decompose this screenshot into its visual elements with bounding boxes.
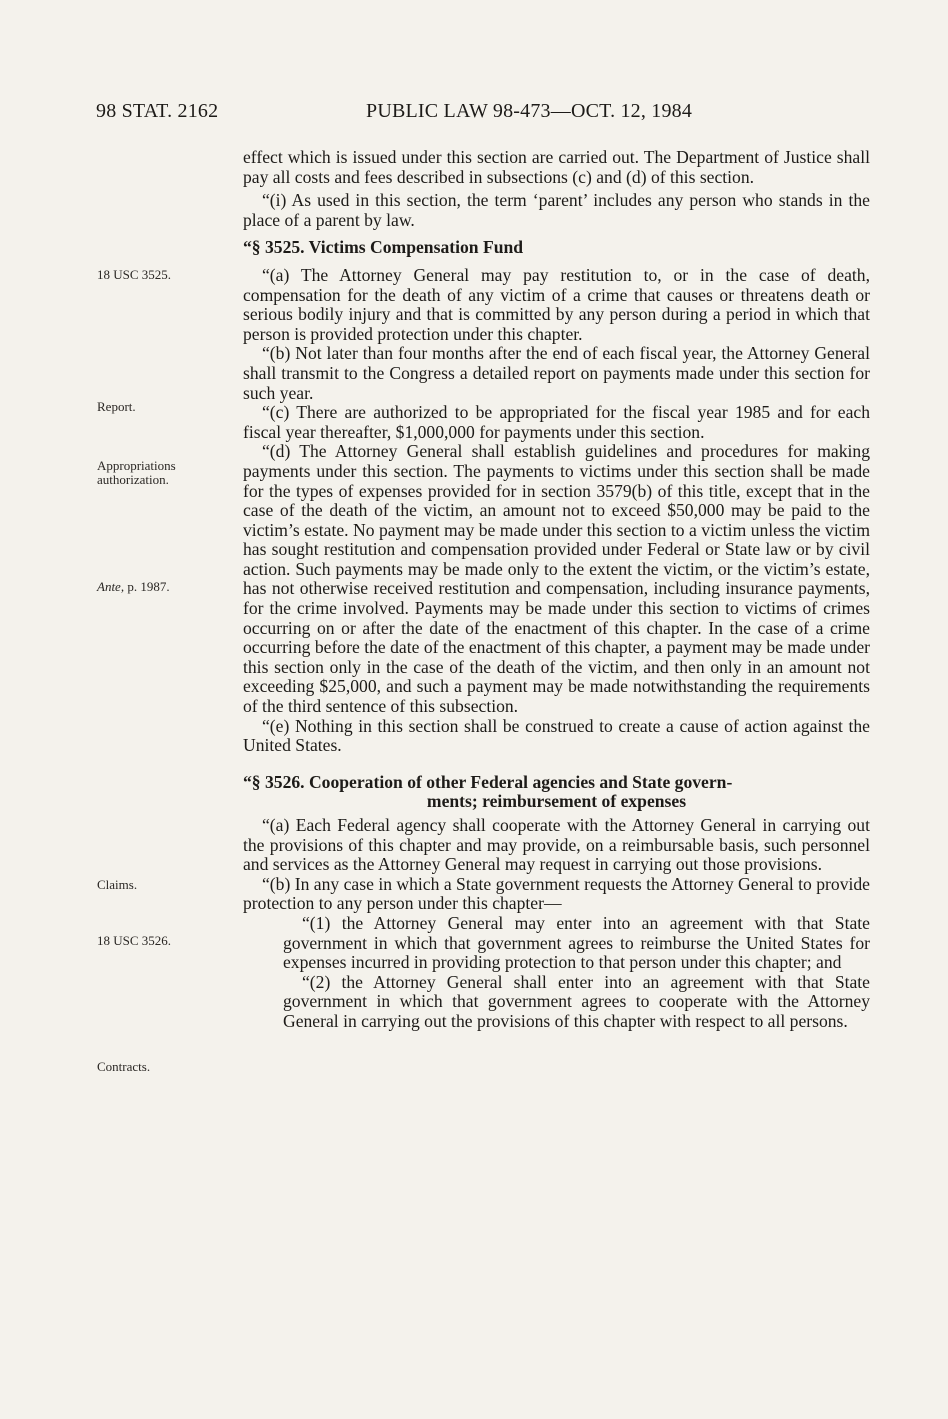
section-3526-heading-line1: “§ 3526. Cooperation of other Federal agencies and State govern- — [243, 771, 733, 792]
paragraph-3525-a: “(a) The Attorney General may pay restitution to, or in the case of death, compensation for the death of any victim of a crime that causes or threatens death or serious bodily injury and that is committed by any person during a period in which that person is provided protection under this chapter. — [243, 264, 870, 344]
margin-note-usc-3525: 18 USC 3525. — [97, 267, 172, 282]
ante-italic: Ante, — [97, 579, 125, 594]
paragraph-3525-d: “(d) The Attorney General shall establish guidelines and procedures for making payments under this section. The payments to victims under this section shall be made for the types of expenses provided for in section 3579(b) of this title, except that in the case of the death of the victim, an amount not to exceed $50,000 may be paid to the victim’s estate. No payment may be made under this section to a victim unless the victim has sought restitution and compensation provided under Federal or State law or by civil action. Such payments may be made only to the extent the victim, or the victim’s estate, has not otherwise received restitution and compensation, including insurance payments, for the crime involved. Payments may be made under this section to victims of crimes occurring on or after the date of the enactment of this chapter. In the case of a crime occurring before the date of the enactment of this chapter, a payment may be made under this section only in the case of the death of the victim, and then only in an amount not exceeding $25,000, and such a payment may be made notwithstanding the requirements of the third sentence of this subsection. — [243, 441, 870, 717]
paragraph-3525-c: “(c) There are authorized to be appropriated for the fiscal year 1985 and for each fiscal year thereafter, $1,000,000 for payments under this section. — [243, 402, 870, 442]
margin-note-claims: Claims. — [97, 877, 138, 892]
paragraph-3525-e: “(e) Nothing in this section shall be construed to create a cause of action against the United States. — [243, 715, 870, 756]
margin-note-usc-3526: 18 USC 3526. — [97, 933, 172, 948]
page-header — [96, 100, 856, 134]
body-text — [243, 148, 870, 1032]
section-3525-heading: “§ 3525. Victims Compensation Fund — [243, 237, 524, 258]
margin-note-contracts: Contracts. — [97, 1059, 151, 1074]
margin-note-ante — [97, 580, 217, 594]
statute-page-number: 98 STAT. 2162 — [96, 100, 219, 122]
paragraph-intro: effect which is issued under this section are carried out. The Department of Justice shall pay all costs and fees described in subsections (c) and (d) of this section. — [243, 147, 870, 187]
paragraph-3526-b-2: “(2) the Attorney General shall enter into an agreement with that State government in which that government agrees to cooperate with the Attorney General in carrying out the provisions of this chapter with respect to all persons. — [283, 971, 870, 1031]
paragraph-3525-b: “(b) Not later than four months after the end of each fiscal year, the Attorney General shall transmit to the Congress a detailed report on payments made under this section for such year. — [243, 343, 870, 403]
margin-note-appropriations: Appropriations authorization. — [97, 458, 176, 487]
public-law-title: PUBLIC LAW 98-473—OCT. 12, 1984 — [366, 100, 693, 122]
section-3526-heading — [243, 773, 870, 812]
paragraph-3524-i: “(i) As used in this section, the term ‘parent’ includes any person who stands in the place of a parent by law. — [243, 190, 870, 230]
section-3526-heading-line2: ments; reimbursement of expenses — [426, 791, 687, 812]
paragraph-3526-b-1: “(1) the Attorney General may enter into an agreement with that State government in which that government agrees to reimburse the United States for expenses incurred in providing protection to that person under this chapter; and — [283, 912, 870, 973]
paragraph-3526-a: “(a) Each Federal agency shall cooperate with the Attorney General in carrying out the provisions of this chapter and may provide, on a reimbursable basis, such personnel and services as the Attorney General may request in carrying out those provisions. — [243, 815, 870, 875]
margin-note-report: Report. — [97, 399, 136, 414]
ante-page: p. 1987. — [127, 579, 170, 594]
paragraph-3526-b: “(b) In any case in which a State government requests the Attorney General to provide protection to any person under this chapter— — [243, 873, 870, 914]
